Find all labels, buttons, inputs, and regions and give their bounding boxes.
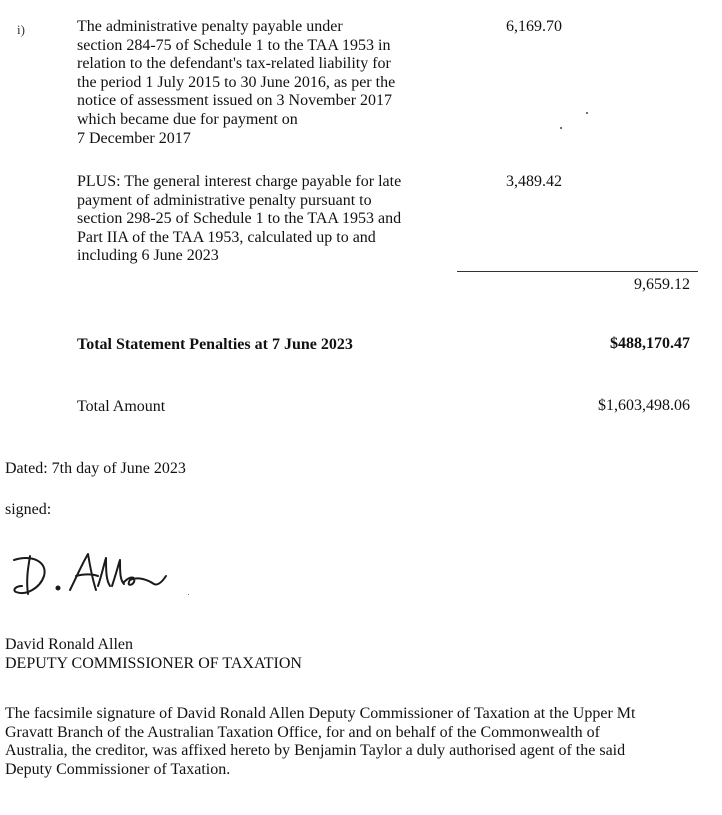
signed-label: signed:	[5, 501, 52, 518]
speck-mark	[188, 594, 189, 595]
signatory-name: David Ronald Allen	[5, 636, 133, 653]
speck-mark	[560, 127, 562, 129]
interest-amount: 3,489.42	[506, 173, 562, 190]
penalty-amount: 6,169.70	[506, 18, 562, 35]
total-statement-penalties-amount: $488,170.47	[610, 335, 690, 352]
speck-mark	[586, 112, 588, 114]
penalty-description: The administrative penalty payable under section 284-75 of Schedule 1 to the TAA 1953 in relation to the defendant's tax-related liability for the period 1 July 2015 to 30 June 2016, as per the notice of assessment issued on 3 November 2017 which became due for payment on 7 December 2017	[77, 18, 396, 147]
total-amount-label: Total Amount	[77, 398, 166, 415]
dated-line: Dated: 7th day of June 2023	[5, 460, 186, 477]
item-marker: i)	[17, 22, 25, 37]
interest-description: PLUS: The general interest charge payable for late payment of administrative penalty pursuant to section 298-25 of Schedule 1 to the TAA 1953 and Part IIA of the TAA 1953, calculated up to and including 6 June 2023	[77, 173, 402, 265]
subtotal-amount: 9,659.12	[634, 276, 690, 293]
total-amount-value: $1,603,498.06	[598, 397, 690, 414]
facsimile-note: The facsimile signature of David Ronald Allen Deputy Commissioner of Taxation at the Upper Mt Gravatt Branch of the Australian Taxation Office, for and on behalf of the Commonwealth of Australia, the creditor, was affixed hereto by Benjamin Taylor a duly authorised agent of the said Deputy Commissioner of Taxation.	[5, 705, 636, 779]
subtotal-rule	[457, 271, 698, 272]
handwritten-signature	[8, 546, 198, 608]
signatory-title: DEPUTY COMMISSIONER OF TAXATION	[5, 655, 302, 672]
total-statement-penalties-label: Total Statement Penalties at 7 June 2023	[77, 336, 353, 353]
